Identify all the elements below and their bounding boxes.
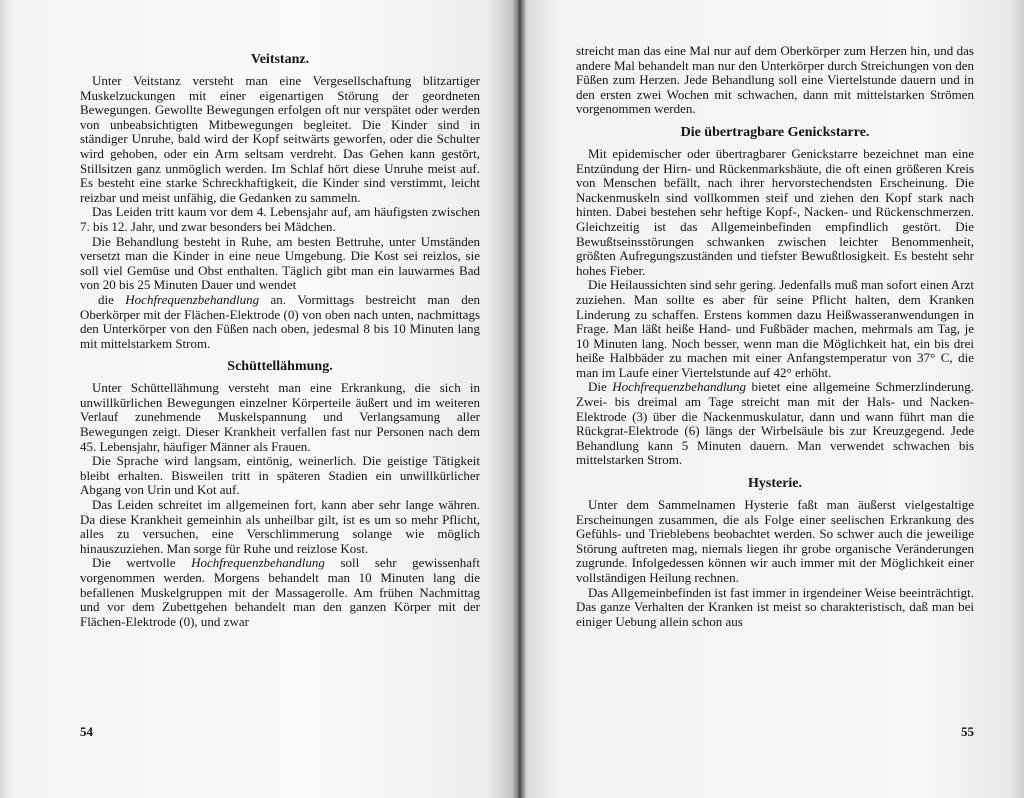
right-page [518, 0, 1024, 798]
page-number: 55 [961, 724, 974, 739]
text-run: bietet eine allgemeine Schmerzlinderung. Zwei- bis dreimal am Tage streicht man mit der Hals- und Nacken-Elektrode (3) über die Nackenmuskulatur, dann und wann führt man die Rückgrat-Elektrode (6) längs der Wirbelsäule bis zur Kreuzgegend. Jede Behandlung kann 5 Minuten dauern. Man verwendet schwachen bis mittelstarken Strom. [576, 379, 974, 468]
text-run: an. Vormittags bestreicht man den Oberkörper mit der Flächen-Elektrode (0) von oben nach unten, nachmittags den Unterkörper von den Füßen nach oben, jedesmal 8 bis 10 Minuten lang mit mittelstarkem Strom. [80, 291, 480, 351]
heading-veitstanz: Veitstanz. [250, 52, 310, 67]
heading-genickstarre: Die übertragbare Genickstarre. [680, 124, 870, 140]
text-run: Die wertvolle [92, 555, 192, 571]
paragraph: Die Sprache wird langsam, eintönig, weinerlich. Die geistige Tätigkeit bleibt erhalten. Bisweilen tritt in späteren Stadien ein unwillkürlicher Abgang von Urin und Kot auf. [80, 453, 480, 498]
paragraph: streicht man das eine Mal nur auf dem Oberkörper zum Herzen hin, und das andere Mal behandelt man nur den Unterkörper durch Streichungen von den Füßen zum Herzen. Jede Behandlung soll eine Viertelstunde dauern und in den ersten zwei Wochen mit schwachen, dann mit mittelstarken Strömen vorgenommen werden. [576, 43, 974, 117]
text-run: die [98, 291, 126, 307]
heading-hysterie: Hysterie. [747, 476, 803, 492]
text-run: Die [588, 379, 613, 395]
emphasis-term: Hochfrequenzbehandlung [612, 379, 747, 395]
emphasis-term: Hochfrequenzbehandlung [191, 555, 325, 571]
paragraph: Das Leiden schreitet im allgemeinen fort, kann aber sehr lange währen. Da diese Krankheit gemeinhin als unheilbar gilt, ist es um so mehr Pflicht, alles zu versuchen, eine Verschlimmerung solange wie möglich hinauszuziehen. Man sorge für Ruhe und reizlose Kost. [80, 497, 480, 556]
paragraph: Das Leiden tritt kaum vor dem 4. Lebensjahr auf, am häufigsten zwischen 7. bis 12. Jahr, und zwar besonders bei Mädchen. [80, 204, 480, 234]
paragraph: Unter Veitstanz versteht man eine Vergesellschaftung blitzartiger Muskelzuckungen mit einer eigenartigen Störung der geordneten Bewegungen. Gewollte Bewegungen erfolgen oft nur verspätet oder werden von unbeabsichtigten Mitbewegungen begleitet. Die Kinder sind in ständiger Unruhe, bald wird der Kopf seitwärts geworfen, oder die Schulter wird gehoben, oder ein Arm seltsam verdreht. Das Gehen kann gestört, Stillsitzen ganz unmöglich werden. Im Schlaf hört diese Unruhe meist auf. Es besteht eine starke Schreckhaftigkeit, die Kinder sind verstimmt, leicht reizbar und meist unfähig, die Gedanken zu sammeln. [80, 73, 480, 205]
paragraph [80, 556, 480, 629]
paragraph: Die Behandlung besteht in Ruhe, am besten Bettruhe, unter Umständen versetzt man die Kinder in eine neue Umgebung. Die Kost sei reizlos, sie soll viel Gemüse und Obst enthalten. Täglich gibt man ein lauwarmes Bad von 20 bis 25 Minuten Dauer und wendet [80, 233, 480, 293]
paragraph [80, 293, 480, 351]
heading-schuettellaehmung: Schüttellähmung. [227, 359, 333, 375]
paragraph: Mit epidemischer oder übertragbarer Genickstarre bezeichnet man eine Entzündung der Hirn- und Rückenmarkshäute, die oft einen größeren Kreis von Menschen befällt, nach ihrer hervorstechendsten Erscheinung. Die Nackenmuskeln sind vollkommen steif und ziehen den Kopf stark nach hinten. Dabei bestehen sehr heftige Kopf-, Nacken- und Rückenschmerzen. Gleichzeitig ist das Allgemeinbefinden empfindlich gestört. Die Bewußtseinsstörungen schwanken zwischen leichter Benommenheit, größten Aufregungszuständen und tiefster Bewußtlosigkeit. Es besteht sehr hohes Fieber. [576, 145, 974, 278]
paragraph [576, 380, 974, 468]
paragraph: Die Heilaussichten sind sehr gering. Jedenfalls muß man sofort einen Arzt zuziehen. Man sollte es aber für seine Pflicht halten, dem Kranken Linderung zu schaffen. Erstens kommen dazu Heißwasseranwendungen in Frage. Man läßt heiße Hand- und Fußbäder machen, mehrmals am Tag, je 10 Minuten lang. Noch besser, wenn man die Möglichkeit hat, ein bis drei heiße Halbbäder zu machen mit einer Anfangstemperatur von 37° C, die man im Laufe einer Viertelstunde auf 42° erhöht. [576, 277, 974, 380]
text-run: soll sehr gewissenhaft vorgenommen werden. Morgens behandelt man 10 Minuten lang die befallenen Muskelgruppen mit der Massagerolle. Am frühen Nachmittag und vor dem Zubettgehen behandelt man den ganzen Körper mit der Flächen-Elektrode (0), und zwar [80, 555, 480, 629]
paragraph: Unter dem Sammelnamen Hysterie faßt man äußerst vielgestaltige Erscheinungen zusammen, die als Folge einer seelischen Erkrankung des Gefühls- und Trieblebens beobachtet werden. So schwer auch die jeweilige Störung auftreten mag, niemals liegen ihr grobe organische Veränderungen zugrunde. Infolgedessen können wir auch immer mit der Möglichkeit einer vollständigen Heilung rechnen. [576, 497, 974, 585]
paragraph: Das Allgemeinbefinden ist fast immer in irgendeiner Weise beeinträchtigt. Das ganze Verhalten der Kranken ist meist so charakteristisch, daß man bei einiger Uebung allein schon aus [576, 584, 974, 629]
emphasis-term: Hochfrequenzbehandlung [125, 291, 260, 307]
page-number: 54 [80, 724, 93, 739]
paragraph: Unter Schüttellähmung versteht man eine Erkrankung, die sich in unwillkürlichen Bewegungen einzelner Körperteile äußert und im weiteren Verlauf zunehmende Muskelspannung und Verlangsamung aller Bewegungen zeigt. Dieser Krankheit verfallen fast nur Personen nach dem 45. Lebensjahr, häufiger Männer als Frauen. [80, 380, 480, 454]
